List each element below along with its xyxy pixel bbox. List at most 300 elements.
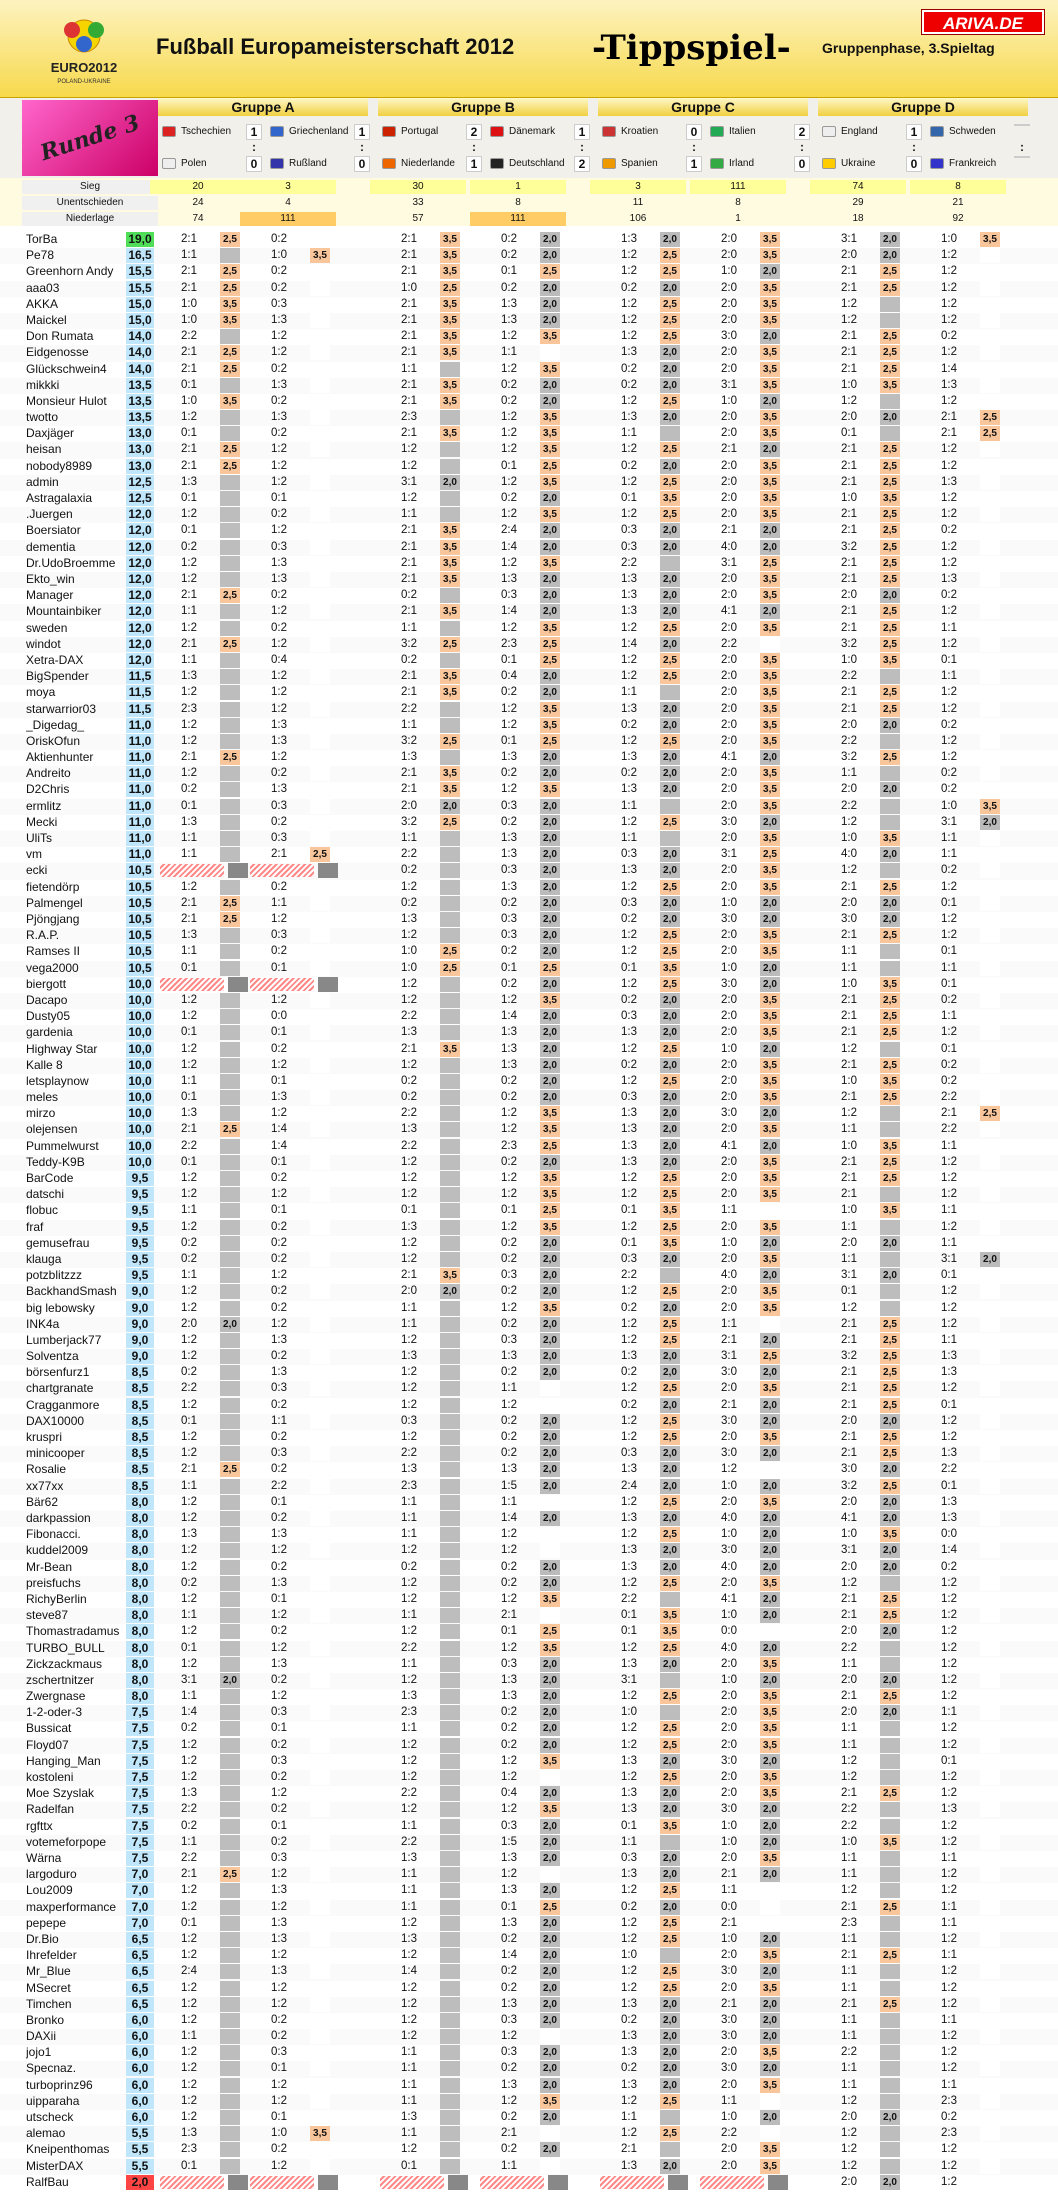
- player-name[interactable]: vega2000: [26, 960, 79, 975]
- player-name[interactable]: Dusty05: [26, 1009, 71, 1024]
- player-name[interactable]: moya: [26, 685, 56, 700]
- tip-value: 1:2: [271, 459, 287, 472]
- player-name[interactable]: Aktienhunter: [26, 750, 94, 765]
- tip-value: 1:3: [271, 1528, 287, 1541]
- tip-value: 1:2: [501, 475, 517, 488]
- bonus-cell: [980, 1851, 1000, 1866]
- tip-value: 0:1: [621, 1819, 637, 1832]
- bonus-cell: [220, 2029, 240, 2044]
- player-name[interactable]: admin: [26, 474, 59, 489]
- tip-value: 0:2: [621, 1058, 637, 1071]
- tip-value: 0:2: [271, 767, 287, 780]
- player-name[interactable]: nobody8989: [26, 458, 93, 473]
- tip-value: 0:2: [941, 330, 957, 343]
- bonus-cell: [440, 847, 460, 862]
- tip-value: 1:2: [621, 1414, 637, 1427]
- tip-value: 1:1: [941, 621, 957, 634]
- player-name[interactable]: Ramses II: [26, 944, 81, 959]
- tip-value: 1:3: [621, 589, 637, 602]
- bonus-cell: 2,5: [660, 475, 680, 490]
- bonus-cell: [980, 1187, 1000, 1202]
- player-name[interactable]: pepepe: [26, 1915, 67, 1930]
- tip-value: 2:1: [841, 702, 857, 715]
- player-name[interactable]: largoduro: [26, 1867, 77, 1882]
- tip-value: 0:2: [181, 540, 197, 553]
- player-name[interactable]: Ihrefelder: [26, 1948, 77, 1963]
- tip-value: 1:2: [181, 1592, 197, 1605]
- player-name[interactable]: OriskOfun: [26, 733, 81, 748]
- tip-value: 0:1: [181, 378, 197, 391]
- player-name[interactable]: sweden: [26, 620, 68, 635]
- tip-value: 1:2: [271, 993, 287, 1006]
- bonus-cell: 2,0: [540, 1721, 560, 1736]
- tip-value: 2:0: [721, 1123, 737, 1136]
- player-name[interactable]: Don Rumata: [26, 329, 94, 344]
- player-name[interactable]: rgfttx: [26, 1818, 53, 1833]
- tip-value: 4:0: [721, 1641, 737, 1654]
- bonus-cell: 3,5: [760, 588, 780, 603]
- player-name[interactable]: Maickel: [26, 312, 67, 327]
- bonus-cell: 3,5: [760, 1122, 780, 1137]
- bonus-cell: [440, 1009, 460, 1024]
- player-name[interactable]: UliTs: [26, 831, 52, 846]
- bonus-cell: 2,0: [880, 1705, 900, 1720]
- tip-value: 1:3: [941, 1350, 957, 1363]
- player-name[interactable]: D2Chris: [26, 782, 70, 797]
- tip-value: 3:0: [721, 2013, 737, 2026]
- bonus-cell: [980, 1835, 1000, 1850]
- tip-value: 2:0: [721, 1657, 737, 1670]
- player-name[interactable]: chartgranate: [26, 1381, 94, 1396]
- bonus-cell: [310, 523, 330, 538]
- table-row: [0, 1543, 1058, 1559]
- score-home: 1: [574, 124, 590, 140]
- player-name[interactable]: Kneipenthomas: [26, 2142, 110, 2157]
- table-row: [0, 1997, 1058, 2013]
- player-name[interactable]: Cragganmore: [26, 1397, 100, 1412]
- player-name[interactable]: Dacapo: [26, 992, 68, 1007]
- tip-value: 2:0: [721, 767, 737, 780]
- bonus-cell: 3,5: [760, 1851, 780, 1866]
- player-name[interactable]: Timchen: [26, 1996, 72, 2011]
- player-name[interactable]: mikkki: [26, 377, 60, 392]
- bonus-cell: [310, 394, 330, 409]
- player-name[interactable]: Manager: [26, 588, 74, 603]
- player-name[interactable]: Mecki: [26, 814, 58, 829]
- tip-value: 3:2: [841, 1479, 857, 1492]
- player-name[interactable]: Teddy-K9B: [26, 1154, 85, 1169]
- bonus-cell: [880, 2159, 900, 2174]
- bonus-cell: [220, 1333, 240, 1348]
- bonus-cell: 2,5: [880, 1997, 900, 2012]
- tip-value: 0:2: [501, 249, 517, 262]
- player-name[interactable]: Pe78: [26, 248, 55, 263]
- player-name[interactable]: Hanging_Man: [26, 1753, 101, 1768]
- player-name[interactable]: meles: [26, 1090, 59, 1105]
- player-name[interactable]: mirzo: [26, 1106, 56, 1121]
- player-name[interactable]: MisterDAX: [26, 2158, 84, 2173]
- tip-value: 0:1: [941, 945, 957, 958]
- bonus-cell: [540, 2029, 560, 2044]
- tip-value: 2:1: [841, 1592, 857, 1605]
- player-name[interactable]: Pummelwurst: [26, 1138, 99, 1153]
- player-name[interactable]: gardenia: [26, 1025, 73, 1040]
- tip-value: 1:2: [401, 1188, 417, 1201]
- player-name[interactable]: Radelfan: [26, 1802, 75, 1817]
- player-points: 9,0: [126, 1284, 154, 1299]
- player-name[interactable]: RichyBerlin: [26, 1591, 87, 1606]
- player-name[interactable]: Mountainbiker: [26, 604, 102, 619]
- tip-value: 0:3: [621, 1447, 637, 1460]
- tip-value: 1:2: [401, 1625, 417, 1638]
- tip-value: 1:3: [271, 1916, 287, 1929]
- tip-value: 2:0: [721, 297, 737, 310]
- player-name[interactable]: Wärna: [26, 1851, 62, 1865]
- tip-value: 0:3: [621, 896, 637, 909]
- tip-value: 0:2: [501, 977, 517, 990]
- bonus-cell: [310, 961, 330, 976]
- bonus-cell: [220, 410, 240, 425]
- player-name[interactable]: Daxjäger: [26, 426, 75, 441]
- player-name[interactable]: biergott: [26, 976, 67, 991]
- player-name[interactable]: .Juergen: [26, 507, 73, 522]
- bonus-cell: [880, 297, 900, 312]
- tip-value: 0:2: [271, 2030, 287, 2043]
- player-name[interactable]: Mr-Bean: [26, 1559, 73, 1574]
- tip-value: 1:2: [621, 297, 637, 310]
- player-name[interactable]: AKKA: [26, 296, 59, 311]
- player-name[interactable]: maxperformance: [26, 1899, 117, 1914]
- tip-value: 1:2: [271, 1641, 287, 1654]
- player-name[interactable]: TorBa: [26, 232, 58, 246]
- bonus-cell: 2,5: [660, 1883, 680, 1898]
- player-points: 6,0: [126, 2078, 154, 2093]
- player-name[interactable]: xx77xx: [26, 1478, 64, 1493]
- player-points: 19,0: [126, 232, 154, 247]
- player-name[interactable]: aaa03: [26, 280, 60, 295]
- player-name[interactable]: potzblitzzz: [26, 1268, 83, 1283]
- bonus-cell: [440, 1139, 460, 1154]
- player-name[interactable]: Boersiator: [26, 523, 81, 538]
- tip-value: 1:3: [941, 475, 957, 488]
- bonus-cell: 2,5: [660, 2094, 680, 2109]
- bonus-cell: [980, 2110, 1000, 2125]
- bonus-cell: 2,5: [440, 815, 460, 830]
- bonus-cell: 2,0: [220, 1673, 240, 1688]
- player-name[interactable]: RalfBau: [26, 2174, 69, 2189]
- player-name[interactable]: votemeforpope: [26, 1834, 107, 1849]
- tip-value: 1:4: [501, 1949, 517, 1962]
- tip-value: 1:2: [841, 1042, 857, 1055]
- player-points: 6,0: [126, 2061, 154, 2076]
- player-name[interactable]: Thomastradamus: [26, 1624, 120, 1639]
- bonus-cell: 2,0: [540, 1462, 560, 1477]
- bonus-cell: 2,0: [980, 815, 1000, 830]
- player-name[interactable]: Glückschwein4: [26, 361, 107, 376]
- player-name[interactable]: heisan: [26, 442, 62, 457]
- player-name[interactable]: BigSpender: [26, 669, 89, 684]
- tip-value: 1:2: [941, 1673, 957, 1686]
- player-name[interactable]: 1-2-oder-3: [26, 1705, 83, 1720]
- player-name[interactable]: börsenfurz1: [26, 1365, 90, 1380]
- player-name[interactable]: klauga: [26, 1251, 62, 1266]
- player-name[interactable]: Lumberjack77: [26, 1332, 102, 1347]
- tip-value: 2:2: [401, 1787, 417, 1800]
- player-name[interactable]: kuddel2009: [26, 1543, 89, 1558]
- bonus-cell: 2,0: [660, 1058, 680, 1073]
- bonus-cell: 3,5: [760, 313, 780, 328]
- bonus-cell: 2,5: [880, 604, 900, 619]
- tip-value: 2:2: [841, 1803, 857, 1816]
- player-name[interactable]: darkpassion: [26, 1511, 91, 1526]
- tip-value: 1:2: [501, 330, 517, 343]
- player-name[interactable]: Zickzackmaus: [26, 1656, 103, 1671]
- player-name[interactable]: Astragalaxia: [26, 491, 93, 506]
- player-name[interactable]: Andreito: [26, 766, 71, 781]
- bonus-cell: 2,5: [220, 1462, 240, 1477]
- bonus-cell: [980, 1122, 1000, 1137]
- group-title: Gruppe D: [818, 98, 1028, 116]
- player-name[interactable]: Bär62: [26, 1494, 59, 1509]
- bonus-cell: 2,5: [660, 815, 680, 830]
- player-name[interactable]: Highway Star: [26, 1041, 98, 1056]
- player-name[interactable]: windot: [26, 636, 61, 651]
- bonus-cell: [760, 1624, 780, 1639]
- tip-value: 1:2: [621, 2127, 637, 2140]
- tip-value: 2:2: [721, 2127, 737, 2140]
- player-name[interactable]: alemao: [26, 2126, 66, 2141]
- player-name[interactable]: utscheck: [26, 2110, 74, 2125]
- bonus-cell: [310, 1171, 330, 1186]
- bonus-cell: [220, 621, 240, 636]
- player-name[interactable]: big lebowsky: [26, 1300, 95, 1315]
- player-points: 10,5: [126, 944, 154, 959]
- player-name[interactable]: uipparaha: [26, 2093, 80, 2108]
- player-points: 12,5: [126, 475, 154, 490]
- bonus-cell: [310, 491, 330, 506]
- player-name[interactable]: Eidgenosse: [26, 345, 89, 360]
- bonus-cell: [980, 993, 1000, 1008]
- tip-value: 1:3: [401, 1123, 417, 1136]
- player-points: 10,5: [126, 896, 154, 911]
- player-name[interactable]: Solventza: [26, 1349, 79, 1364]
- tip-value: 1:3: [271, 313, 287, 326]
- player-points: 8,0: [126, 1608, 154, 1623]
- player-name[interactable]: datschi: [26, 1187, 65, 1202]
- player-name[interactable]: starwarrior03: [26, 701, 97, 716]
- tip-value: 1:2: [401, 1431, 417, 1444]
- bonus-cell: 2,0: [760, 1673, 780, 1688]
- player-name[interactable]: Kalle 8: [26, 1057, 63, 1072]
- player-name[interactable]: Moe Szyslak: [26, 1786, 95, 1801]
- tip-value: 1:2: [941, 1997, 957, 2010]
- tip-value: 0:1: [501, 961, 517, 974]
- bonus-cell: 2,0: [760, 896, 780, 911]
- tip-value: 1:2: [501, 1123, 517, 1136]
- player-name[interactable]: Mr_Blue: [26, 1964, 71, 1979]
- tip-value: 1:2: [941, 1738, 957, 1751]
- tip-value: 1:1: [401, 2127, 417, 2140]
- player-name[interactable]: Zwergnase: [26, 1689, 86, 1704]
- player-name[interactable]: vm: [26, 847, 42, 862]
- player-name[interactable]: BarCode: [26, 1171, 74, 1186]
- table-row: [0, 1981, 1058, 1997]
- flag-icon: [602, 126, 616, 137]
- player-name[interactable]: Rosalie: [26, 1462, 67, 1477]
- player-points: 9,5: [126, 1171, 154, 1186]
- tip-value: 2:1: [401, 524, 417, 537]
- player-name[interactable]: ecki: [26, 863, 48, 878]
- player-name[interactable]: Lou2009: [26, 1883, 73, 1898]
- bonus-cell: [980, 1705, 1000, 1720]
- player-name[interactable]: letsplaynow: [26, 1073, 89, 1088]
- tip-value: 1:2: [841, 297, 857, 310]
- bonus-cell: [220, 1187, 240, 1202]
- player-name[interactable]: gemusefrau: [26, 1235, 90, 1250]
- player-name[interactable]: fietendörp: [26, 879, 80, 894]
- bonus-cell: [980, 1819, 1000, 1834]
- bonus-cell: 3,5: [540, 2094, 560, 2109]
- player-name[interactable]: kostoleni: [26, 1770, 74, 1785]
- tip-value: 1:1: [721, 1317, 737, 1330]
- bonus-cell: [310, 799, 330, 814]
- tip-value: 1:1: [181, 1835, 197, 1848]
- player-points: 12,0: [126, 653, 154, 668]
- ariva-brand-logo[interactable]: ARIVA.DE: [922, 10, 1044, 34]
- player-name[interactable]: flobuc: [26, 1203, 59, 1218]
- bonus-cell: [440, 1349, 460, 1364]
- player-name[interactable]: steve87: [26, 1608, 69, 1623]
- bonus-cell: 2,0: [660, 1511, 680, 1526]
- bonus-cell: 2,0: [540, 1576, 560, 1591]
- bonus-cell: 3,5: [760, 1301, 780, 1316]
- tip-value: 1:2: [841, 864, 857, 877]
- tip-value: 3:0: [721, 1965, 737, 1978]
- tip-value: 1:2: [941, 1382, 957, 1395]
- player-name[interactable]: MSecret: [26, 1980, 71, 1995]
- tip-value: 0:2: [401, 589, 417, 602]
- group-2: [378, 98, 588, 178]
- bonus-cell: 2,5: [660, 928, 680, 943]
- player-name[interactable]: Xetra-DAX: [26, 652, 84, 667]
- tip-value: 1:2: [621, 1220, 637, 1233]
- bonus-cell: [220, 1527, 240, 1542]
- player-name[interactable]: ermlitz: [26, 798, 62, 813]
- player-name[interactable]: Palmengel: [26, 895, 83, 910]
- player-name[interactable]: fraf: [26, 1219, 44, 1234]
- tip-value: 2:0: [721, 1706, 737, 1719]
- tip-value: 1:2: [941, 2143, 957, 2156]
- player-name[interactable]: Specnaz.: [26, 2061, 77, 2076]
- bonus-cell: [980, 1543, 1000, 1558]
- table-row: [0, 1252, 1058, 1268]
- player-name[interactable]: turboprinz96: [26, 2077, 93, 2092]
- player-name[interactable]: dementia: [26, 539, 76, 554]
- bonus-cell: 2,0: [660, 1997, 680, 2012]
- bonus-cell: [880, 426, 900, 441]
- player-name[interactable]: Dr.Bio: [26, 1931, 59, 1946]
- player-name[interactable]: R.A.P.: [26, 928, 60, 943]
- bonus-cell: 2,5: [540, 264, 560, 279]
- tip-value: 1:1: [501, 2159, 517, 2172]
- bonus-cell: [220, 1851, 240, 1866]
- player-name[interactable]: Bronko: [26, 2012, 65, 2027]
- group-title: Gruppe C: [598, 98, 808, 116]
- bonus-cell: 2,0: [540, 1560, 560, 1575]
- tip-value: 1:2: [271, 1868, 287, 1881]
- table-row: [0, 750, 1058, 766]
- tip-value: 4:0: [721, 1512, 737, 1525]
- tip-value: 1:3: [941, 572, 957, 585]
- tip-value: 4:1: [841, 1512, 857, 1525]
- tip-value: 2:1: [841, 475, 857, 488]
- bonus-cell: [980, 1365, 1000, 1380]
- tip-value: 2:1: [841, 362, 857, 375]
- table-row: [0, 669, 1058, 685]
- bonus-cell: 3,5: [440, 523, 460, 538]
- player-name[interactable]: jojo1: [26, 2045, 52, 2060]
- tip-value: 1:1: [941, 1706, 957, 1719]
- bonus-cell: [880, 1802, 900, 1817]
- player-name[interactable]: Dr.UdoBroemme: [26, 555, 116, 570]
- bonus-cell: 3,5: [760, 621, 780, 636]
- tip-value: 2:1: [841, 1382, 857, 1395]
- bonus-cell: [310, 1381, 330, 1396]
- player-name[interactable]: twotto: [26, 410, 59, 425]
- player-name[interactable]: Bussicat: [26, 1721, 72, 1736]
- bonus-cell: [440, 1106, 460, 1121]
- bonus-cell: 2,0: [660, 345, 680, 360]
- player-name[interactable]: BackhandSmash: [26, 1284, 117, 1299]
- bonus-cell: 2,5: [660, 1187, 680, 1202]
- player-name[interactable]: preisfuchs: [26, 1575, 81, 1590]
- player-name[interactable]: DAX10000: [26, 1413, 85, 1428]
- bonus-cell: [310, 2013, 330, 2028]
- player-name[interactable]: minicooper: [26, 1446, 85, 1461]
- bonus-cell: 2,0: [540, 1414, 560, 1429]
- player-name[interactable]: Fibonacci.: [26, 1527, 81, 1542]
- player-name[interactable]: Pjöngjang: [26, 911, 80, 926]
- player-name[interactable]: Floyd07: [26, 1737, 69, 1752]
- player-name[interactable]: zschertnitzer: [26, 1672, 95, 1687]
- player-name[interactable]: kruspri: [26, 1430, 63, 1445]
- player-name[interactable]: Monsieur Hulot: [26, 393, 107, 408]
- tip-value: 1:2: [181, 1431, 197, 1444]
- player-name[interactable]: olejensen: [26, 1122, 78, 1137]
- player-name[interactable]: DAXii: [26, 2029, 57, 2044]
- tip-value: 1:2: [181, 734, 197, 747]
- bonus-cell: [220, 782, 240, 797]
- tip-value: 1:2: [941, 1172, 957, 1185]
- bonus-cell: 2,5: [660, 329, 680, 344]
- tip-value: 2:1: [401, 1042, 417, 1055]
- bonus-cell: [540, 1867, 560, 1882]
- table-row: [0, 491, 1058, 507]
- player-points: 9,0: [126, 1317, 154, 1332]
- player-name[interactable]: Greenhorn Andy: [26, 264, 114, 279]
- table-row: [0, 1333, 1058, 1349]
- tip-value: 2:1: [841, 1787, 857, 1800]
- player-name[interactable]: TURBO_BULL: [26, 1640, 105, 1655]
- bonus-cell: [440, 1446, 460, 1461]
- bonus-cell: 2,0: [760, 1139, 780, 1154]
- player-name[interactable]: _Digedag_: [26, 717, 85, 732]
- bonus-cell: [980, 1430, 1000, 1445]
- player-name[interactable]: INK4a: [26, 1316, 60, 1331]
- player-name[interactable]: Ekto_win: [26, 571, 75, 586]
- bonus-cell: 2,0: [540, 685, 560, 700]
- tip-value: 1:1: [721, 1884, 737, 1897]
